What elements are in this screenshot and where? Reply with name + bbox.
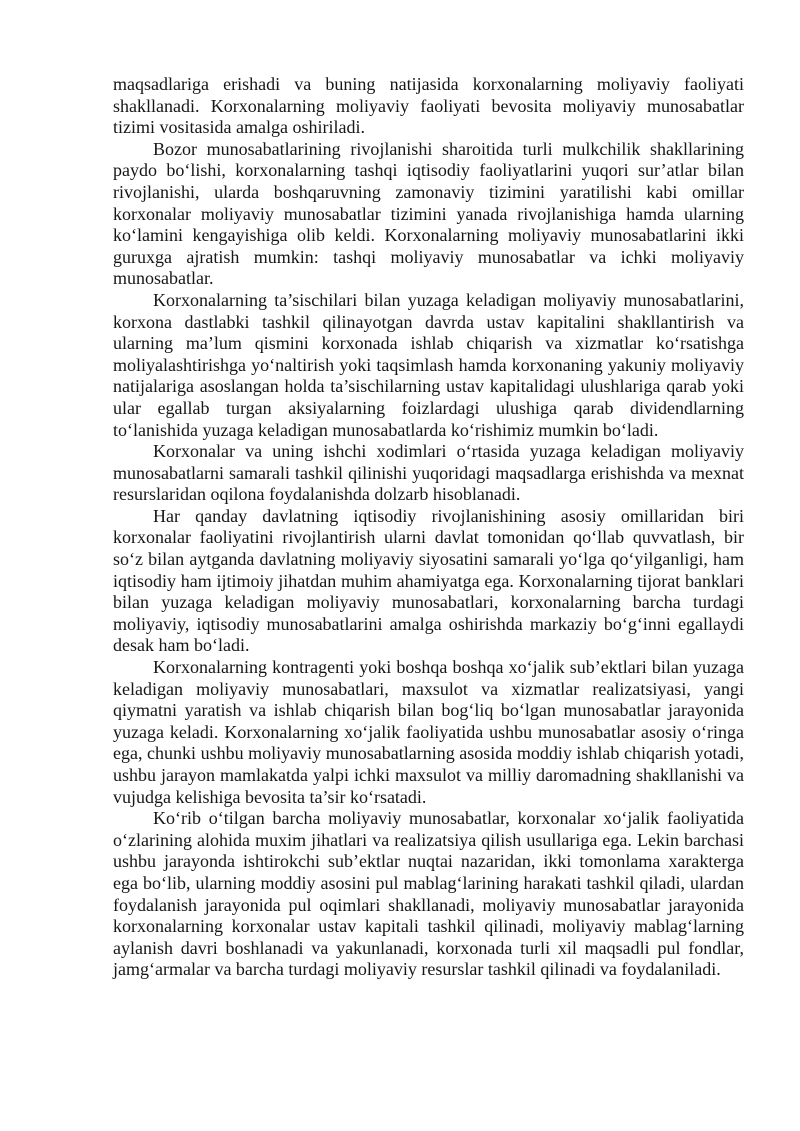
- paragraph-6: Korxonalarning kontragenti yoki boshqa boshqa xo‘jalik sub’ektlari bilan yuzaga keladigan moliyaviy munosabatlari, maxsulot va xizmatlar realizatsiyasi, yangi qiymatni yaratish va ishlab chiqarish bilan bog‘liq bo‘lgan munosabatlar jarayonida yuzaga keladi. Korxonalarning xo‘jalik faoliyatida ushbu munosabatlar asosiy o‘ringa ega, chunki ushbu moliyaviy munosabatlarning asosida moddiy ishlab chiqarish yotadi, ushbu jarayon mamlakatda yalpi ichki maxsulot va milliy daromadning shakllanishi va vujudga kelishiga bevosita ta’sir ko‘rsatadi.: [113, 657, 744, 807]
- paragraph-2: Bozor munosabatlarining rivojlanishi sharoitida turli mulkchilik shakllarining paydo bo‘lishi, korxonalarning tashqi iqtisodiy faoliyatlarini yuqori sur’atlar bilan rivojlanishi, ularda boshqaruvning zamonaviy tizimini yaratilishi kabi omillar korxonalar moliyaviy munosabatlar tizimini yanada rivojlanishiga hamda ularning ko‘lamini kengayishiga olib keldi. Korxonalarning moliyaviy munosabatlarini ikki guruxga ajratish mumkin: tashqi moliyaviy munosabatlar va ichki moliyaviy munosabatlar.: [113, 138, 744, 289]
- paragraph-5: Har qanday davlatning iqtisodiy rivojlanishining asosiy omillaridan biri korxonalar faoliyatini rivojlantirish ularni davlat tomonidan qo‘llab quvvatlash, bir so‘z bilan aytganda davlatning moliyaviy siyosatini samarali yo‘lga qo‘yilganligi, ham iqtisodiy ham ijtimoiy jihatdan muhim ahamiyatga ega. Korxonalarning tijorat banklari bilan yuzaga keladigan moliyaviy munosabatlari, korxonalarning barcha turdagi moliyaviy, iqtisodiy munosabatlarini amalga oshirishda markaziy bo‘g‘inni egallaydi desak ham bo‘ladi.: [113, 505, 744, 656]
- paragraph-4: Korxonalar va uning ishchi xodimlari o‘rtasida yuzaga keladigan moliyaviy munosabatlarni samarali tashkil qilinishi yuqoridagi maqsadlarga erishishda va mexnat resurslaridan oqilona foydalanishda dolzarb hisoblanadi.: [113, 441, 744, 505]
- paragraph-1: maqsadlariga erishadi va buning natijasida korxonalarning moliyaviy faoliyati shakllanadi. Korxonalarning moliyaviy faoliyati bevosita moliyaviy munosabatlar tizimi vositasida amalga oshiriladi.: [113, 74, 744, 138]
- paragraph-7: Ko‘rib o‘tilgan barcha moliyaviy munosabatlar, korxonalar xo‘jalik faoliyatida o‘zlarining alohida muxim jihatlari va realizatsiya qilish usullariga ega. Lekin barchasi ushbu jarayonda ishtirokchi sub’ektlar nuqtai nazaridan, ikki tomonlama xarakterga ega bo‘lib, ularning moddiy asosini pul mablag‘larining harakati tashkil qiladi, ulardan foydalanish jarayonida pul oqimlari shakllanadi, moliyaviy munosabatlar jarayonida korxonalarning korxonalar ustav kapitali tashkil qilinadi, moliyaviy mablag‘larning aylanish davri boshlanadi va yakunlanadi, korxonada turli xil maqsadli pul fondlar, jamg‘armalar va barcha turdagi moliyaviy resurslar tashkil qilinadi va foydalaniladi.: [113, 808, 744, 980]
- body-text: [113, 74, 744, 981]
- paragraph-3: Korxonalarning ta’sischilari bilan yuzaga keladigan moliyaviy munosabatlarini, korxona dastlabki tashkil qilinayotgan davrda ustav kapitalini shakllantirish va ularning ma’lum qismini korxonada ishlab chiqarish va xizmatlar ko‘rsatishga moliyalashtirishga yo‘naltirish yoki taqsimlash hamda korxonaning yakuniy moliyaviy natijalariga asoslangan holda ta’sischilarning ustav kapitalidagi ulushlariga qarab yoki ular egallab turgan aksiyalarning foizlardagi ulushiga qarab dividendlarning to‘lanishida yuzaga keladigan munosabatlarda ko‘rishimiz mumkin bo‘ladi.: [113, 289, 744, 440]
